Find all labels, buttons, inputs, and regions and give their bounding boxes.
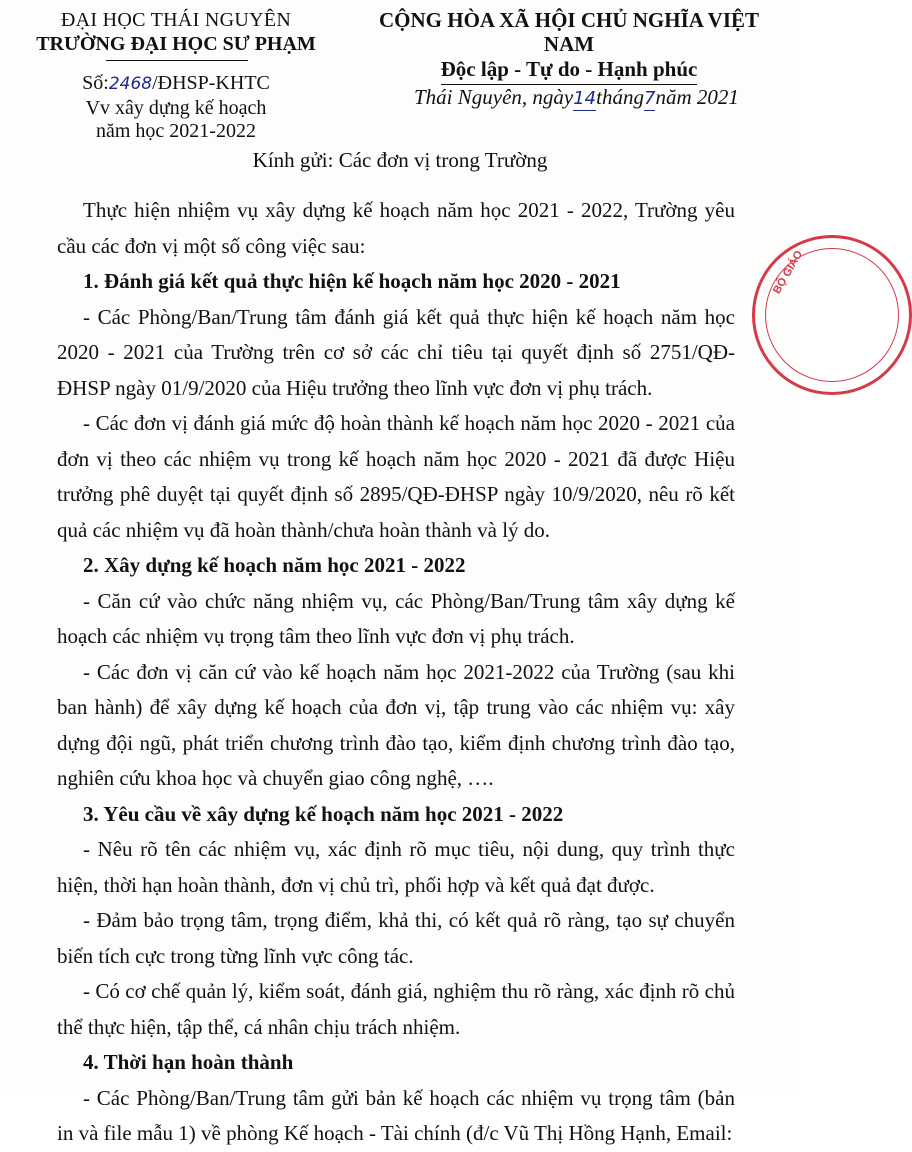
issuer-block bbox=[16, 8, 336, 143]
document-number bbox=[16, 70, 336, 97]
handwritten-doc-no: 2468 bbox=[108, 74, 153, 94]
date-year: năm 2021 bbox=[655, 85, 739, 109]
body-paragraph: - Có cơ chế quản lý, kiểm soát, đánh giá, nghiệm thu rõ ràng, xác định rõ chủ thể thực hiện, tập thể, cá nhân chịu trách nhiệm. bbox=[57, 979, 735, 1039]
republic-title: CỘNG HÒA XÃ HỘI CHỦ NGHĨA VIỆT NAM bbox=[379, 8, 759, 56]
national-heading bbox=[354, 8, 784, 85]
parent-organization: ĐẠI HỌC THÁI NGUYÊN bbox=[60, 9, 292, 31]
handwritten-day: 14 bbox=[573, 88, 597, 109]
section-heading-1: 1. Đánh giá kết quả thực hiện kế hoạch năm học 2020 - 2021 bbox=[83, 269, 621, 293]
doc-no-suffix: /ĐHSP-KHTC bbox=[152, 72, 270, 94]
date-day-blank bbox=[573, 85, 596, 111]
body-paragraph: - Các Phòng/Ban/Trung tâm gửi bản kế hoạch các nhiệm vụ trọng tâm (bản in và file mẫu 1) về phòng Kế hoạch - Tài chính (đ/c Vũ Thị Hồng Hạnh, Email: bbox=[57, 1085, 735, 1145]
seal-text: BỘ GIÁO bbox=[771, 248, 806, 296]
date-prefix: Thái Nguyên, ngày bbox=[414, 85, 574, 109]
date-month-word: tháng bbox=[596, 85, 644, 109]
doc-no-prefix: Số: bbox=[82, 72, 109, 94]
place-date bbox=[414, 85, 739, 111]
greeting: Kính gửi: Các đơn vị trong Trường bbox=[252, 148, 548, 172]
body-paragraph: - Các đơn vị đánh giá mức độ hoàn thành kế hoạch năm học 2020 - 2021 của đơn vị theo các nhiệm vụ trong kế hoạch năm học 2020 - 2021 đã được Hiệu trưởng phê duyệt tại quyết định số 2895/QĐ-ĐHSP ngày 10/9/2020, nêu rõ kết quả các nhiệm vụ đã hoàn thành/chưa hoàn thành và lý do. bbox=[57, 411, 735, 542]
body-paragraph: - Các đơn vị căn cứ vào kế hoạch năm học 2021-2022 của Trường (sau khi ban hành) để xây dựng kế hoạch của đơn vị, tập trung vào các nhiệm vụ: xây dựng đội ngũ, phát triển chương trình đào tạo, kiểm định chương trình đào tạo, nghiên cứu khoa học và chuyển giao công nghệ, …. bbox=[57, 659, 735, 790]
issuer-underline bbox=[106, 60, 248, 61]
issuing-school: TRƯỜNG ĐẠI HỌC SƯ PHẠM bbox=[36, 33, 316, 55]
body-paragraph: - Căn cứ vào chức năng nhiệm vụ, các Phòng/Ban/Trung tâm xây dựng kế hoạch các nhiệm vụ trọng tâm theo lĩnh vực đơn vị phụ trách. bbox=[57, 588, 735, 648]
body-paragraph: - Đảm bảo trọng tâm, trọng điểm, khả thi, có kết quả rõ ràng, tạo sự chuyển biến tích cực trong từng lĩnh vực công tác. bbox=[57, 908, 735, 968]
section-heading-4: 4. Thời hạn hoàn thành bbox=[83, 1050, 294, 1074]
section-heading-3: 3. Yêu cầu về xây dựng kế hoạch năm học 2021 - 2022 bbox=[83, 801, 564, 826]
official-seal bbox=[752, 235, 912, 395]
subject-line-1: Vv xây dựng kế hoạch bbox=[85, 97, 267, 119]
body-paragraph: - Nêu rõ tên các nhiệm vụ, xác định rõ mục tiêu, nội dung, quy trình thực hiện, thời hạn hoàn thành, đơn vị chủ trì, phối hợp và kết quả đạt được. bbox=[57, 837, 735, 897]
section-heading-2: 2. Xây dựng kế hoạch năm học 2021 - 2022 bbox=[83, 553, 466, 577]
body-paragraph: - Các Phòng/Ban/Trung tâm đánh giá kết quả thực hiện kế hoạch năm học 2020 - 2021 của Trường trên cơ sở các chỉ tiêu tại quyết định số 2751/QĐ-ĐHSP ngày 01/9/2020 của Hiệu trưởng theo lĩnh vực đơn vị phụ trách. bbox=[57, 304, 735, 400]
subject-line-2: năm học 2021-2022 bbox=[96, 120, 256, 142]
handwritten-month: 7 bbox=[643, 88, 656, 109]
date-month-blank bbox=[644, 85, 655, 111]
national-motto: Độc lập - Tự do - Hạnh phúc bbox=[441, 56, 698, 85]
document-body bbox=[57, 193, 735, 1152]
intro-paragraph: Thực hiện nhiệm vụ xây dựng kế hoạch năm học 2021 - 2022, Trường yêu cầu các đơn vị một số công việc sau: bbox=[57, 198, 735, 258]
